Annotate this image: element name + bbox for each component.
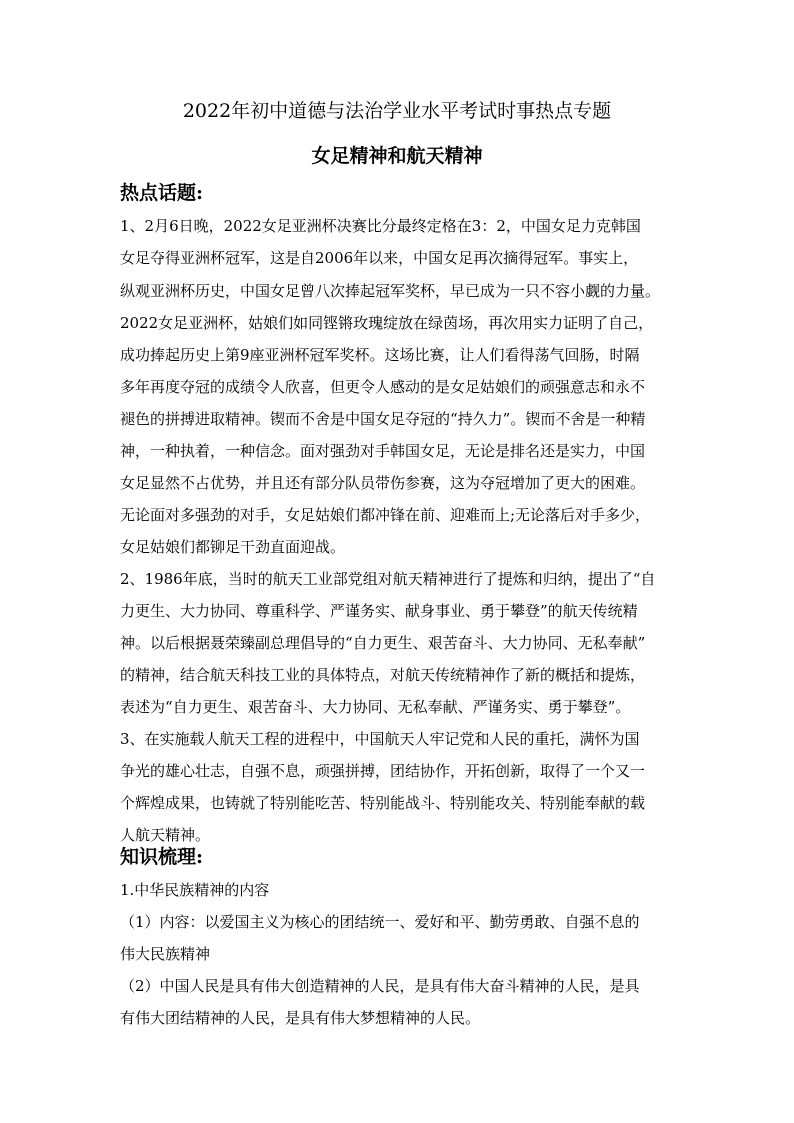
section-heading-hot-topics: 热点话题:	[120, 182, 204, 204]
text-line: 1.中华民族精神的内容	[120, 881, 270, 899]
text-line: 争光的雄心壮志，自强不息，顽强拼搏，团结协作，开拓创新，取得了一个又一	[120, 762, 646, 780]
text-line: 2022女足亚洲杯，姑娘们如同铿锵玫瑰绽放在绿茵场，再次用实力证明了自己，	[120, 314, 654, 332]
text-line: 神，一种执着，一种信念。面对强劲对手韩国女足，无论是排名还是实力，中国	[120, 442, 646, 460]
text-line: 女足姑娘们都铆足干劲直面迎战。	[120, 538, 346, 556]
text-line: 纵观亚洲杯历史，中国女足曾八次捧起冠军奖杯，早已成为一只不容小觑的力量。	[120, 282, 661, 300]
text-line: 人航天精神。	[120, 826, 211, 844]
text-line: 女足夺得亚洲杯冠军，这是自2006年以来，中国女足再次摘得冠军。事实上，	[120, 249, 639, 267]
text-line: 1、2月6日晚，2022女足亚洲杯决赛比分最终定格在3：2，中国女足力克韩国	[120, 217, 641, 235]
text-line: 褪色的拼搏进取精神。锲而不舍是中国女足夺冠的“持久力”。锲而不舍是一种精	[120, 410, 646, 428]
text-line: （1）内容：以爱国主义为核心的团结统一、爱好和平、勤劳勇敢、自强不息的	[120, 913, 640, 931]
page-title: 2022年初中道德与法治学业水平考试时事热点专题	[182, 100, 612, 122]
text-line: 有伟大团结精神的人民，是具有伟大梦想精神的人民。	[120, 1009, 481, 1027]
text-line: 无论面对多强劲的对手，女足姑娘们都冲锋在前、迎难而上;无论落后对手多少，	[120, 506, 651, 524]
page-subtitle: 女足精神和航天精神	[311, 145, 483, 167]
text-line: 力更生、大力协同、尊重科学、严谨务实、献身事业、勇于攀登”的航天传统精	[120, 602, 638, 620]
text-line: 3、在实施载人航天工程的进程中，中国航天人牢记党和人民的重托，满怀为国	[120, 730, 640, 748]
text-line: 伟大民族精神	[120, 945, 211, 963]
text-line: （2）中国人民是具有伟大创造精神的人民，是具有伟大奋斗精神的人民，是具	[120, 977, 640, 995]
text-line: 的精神，结合航天科技工业的具体特点，对航天传统精神作了新的概括和提炼，	[120, 666, 646, 684]
section-heading-knowledge: 知识梳理:	[120, 846, 204, 868]
text-line: 个辉煌成果，也铸就了特别能吃苦、特别能战斗、特别能攻关、特别能奉献的载	[120, 794, 646, 812]
text-line: 多年再度夺冠的成绩令人欣喜，但更令人感动的是女足姑娘们的顽强意志和永不	[120, 378, 646, 396]
text-line: 表述为“自力更生、艰苦奋斗、大力协同、无私奉献、严谨务实、勇于攀登”。	[120, 698, 631, 716]
text-line: 成功捧起历史上第9座亚洲杯冠军奖杯。这场比赛，让人们看得荡气回肠，时隔	[120, 346, 640, 364]
text-line: 神。以后根据聂荣臻副总理倡导的“自力更生、艰苦奋斗、大力协同、无私奉献”	[120, 634, 646, 652]
text-line: 女足显然不占优势，并且还有部分队员带伤参赛，这为夺冠增加了更大的困难。	[120, 474, 646, 492]
text-line: 2、1986年底，当时的航天工业部党组对航天精神进行了提炼和归纳，提出了“自	[120, 570, 656, 588]
